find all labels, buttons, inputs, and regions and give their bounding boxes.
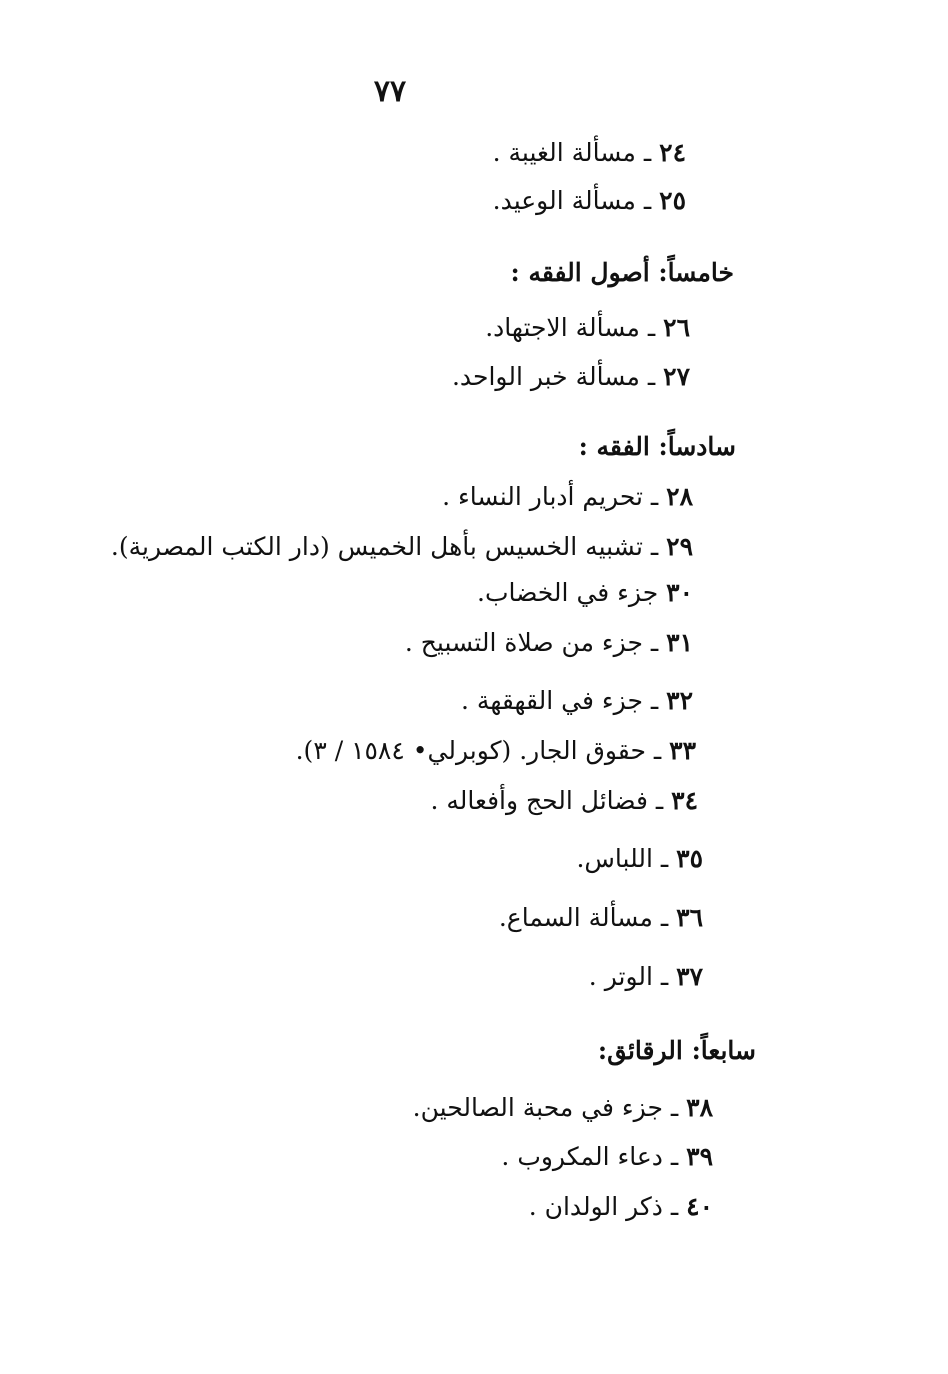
section-heading — [579, 430, 736, 464]
item-text: تحريم أدبار النساء . — [442, 482, 643, 511]
list-item — [111, 530, 693, 564]
item-number: ٣٣ — [669, 736, 696, 765]
item-separator: ـ — [642, 532, 667, 561]
list-item — [296, 734, 696, 768]
item-text: مسألة الاجتهاد. — [485, 313, 640, 342]
item-text: دعاء المكروب . — [501, 1142, 663, 1171]
section-heading — [598, 1034, 756, 1068]
list-item — [452, 360, 690, 394]
item-text: فضائل الحج وأفعاله . — [430, 786, 648, 815]
list-item — [529, 1190, 713, 1224]
list-item — [501, 1140, 713, 1174]
list-item — [477, 576, 693, 610]
item-number: ٢٥ — [659, 186, 686, 215]
item-separator: ـ — [645, 736, 670, 765]
item-number: ٣٨ — [686, 1093, 713, 1122]
item-number: ٣٠ — [666, 578, 693, 607]
item-number: ٢٤ — [659, 138, 686, 167]
item-text: جزء في الخضاب. — [477, 578, 659, 607]
item-separator: ـ — [642, 628, 667, 657]
list-item — [589, 960, 703, 994]
item-separator: ـ — [639, 313, 664, 342]
item-text: جزء من صلاة التسبيح . — [404, 628, 643, 657]
item-text: مسألة خبر الواحد. — [451, 362, 640, 391]
item-separator: ـ — [662, 1142, 687, 1171]
item-separator: ـ — [642, 482, 667, 511]
section-title: الفقه : — [578, 432, 659, 461]
item-separator — [658, 578, 666, 607]
item-separator: ـ — [662, 1093, 687, 1122]
list-item — [405, 626, 693, 660]
item-text: جزء في محبة الصالحين. — [412, 1093, 663, 1122]
item-text: الوتر . — [588, 962, 653, 991]
list-item — [493, 136, 686, 170]
item-number: ٣٧ — [676, 962, 703, 991]
item-separator: ـ — [662, 1192, 687, 1221]
item-separator: ـ — [652, 903, 677, 932]
item-separator: ـ — [635, 186, 660, 215]
item-separator: ـ — [652, 962, 677, 991]
list-item — [576, 842, 703, 876]
item-text: مسألة الوعيد. — [492, 186, 636, 215]
item-text: ذكر الولدان . — [528, 1192, 663, 1221]
list-item — [461, 684, 693, 718]
list-item — [430, 784, 698, 818]
item-number: ٢٧ — [663, 362, 690, 391]
list-item — [413, 1091, 713, 1125]
item-number: ٣٦ — [676, 903, 703, 932]
section-label: سادساً: — [658, 432, 736, 461]
item-number: ٢٩ — [666, 532, 693, 561]
item-number: ٢٨ — [666, 482, 693, 511]
item-number: ٣٥ — [676, 844, 703, 873]
item-number: ٣٩ — [686, 1142, 713, 1171]
section-label: سابعاً: — [691, 1036, 756, 1065]
item-number: ٣٢ — [666, 686, 693, 715]
section-heading — [511, 256, 734, 290]
item-separator: ـ — [642, 686, 667, 715]
item-separator: ـ — [639, 362, 664, 391]
item-separator: ـ — [647, 786, 672, 815]
item-number: ٤٠ — [686, 1192, 713, 1221]
item-text: تشبيه الخسيس بأهل الخميس (دار الكتب المصرية). — [110, 532, 643, 561]
item-text: مسألة السماع. — [498, 903, 653, 932]
item-text: مسألة الغيبة . — [492, 138, 636, 167]
item-number: ٢٦ — [663, 313, 690, 342]
item-text: حقوق الجار. (كوبرلي• ١٥٨٤ / ٣). — [295, 736, 646, 765]
item-text: اللباس. — [576, 844, 653, 873]
list-item — [442, 480, 693, 514]
section-label: خامساً: — [658, 258, 734, 287]
list-item — [499, 901, 703, 935]
item-number: ٣١ — [666, 628, 693, 657]
item-separator: ـ — [652, 844, 677, 873]
list-item — [493, 184, 686, 218]
section-title: أصول الفقه : — [510, 258, 659, 287]
section-title: الرقائق: — [597, 1036, 692, 1065]
page-number: ٧٧ — [373, 74, 407, 109]
list-item — [485, 311, 690, 345]
item-text: جزء في القهقهة . — [461, 686, 643, 715]
item-number: ٣٤ — [671, 786, 698, 815]
item-separator: ـ — [635, 138, 660, 167]
